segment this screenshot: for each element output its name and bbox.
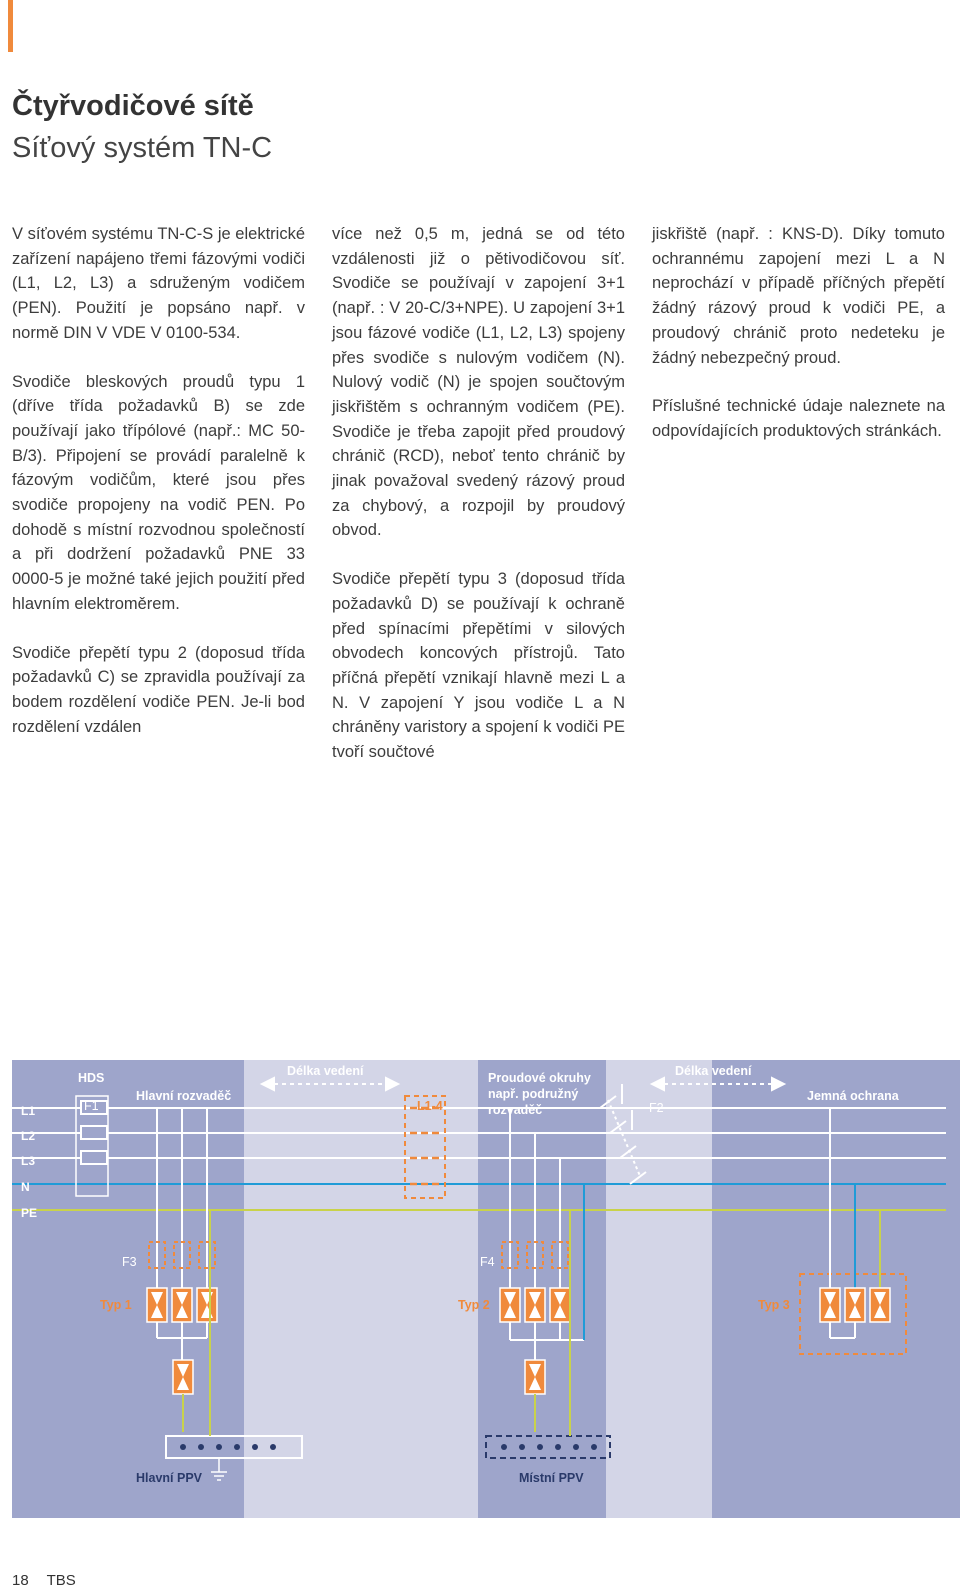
fuse-icon (81, 1151, 107, 1164)
label-type2: Typ 2 (458, 1298, 490, 1312)
terminal-icon (555, 1444, 561, 1450)
terminal-icon (234, 1444, 240, 1450)
brand-label: TBS (46, 1572, 76, 1589)
page-number: 18 (12, 1572, 29, 1589)
label-circuits-1: Proudové okruhy (488, 1071, 591, 1085)
label-f1: F1 (84, 1099, 99, 1113)
zone-cable-length-1 (244, 1060, 478, 1518)
terminal-icon (252, 1444, 258, 1450)
label-l2: L2 (21, 1129, 36, 1143)
label-circuits-3: rozvaděč (488, 1103, 543, 1117)
terminal-icon (180, 1444, 186, 1450)
label-n: N (21, 1180, 30, 1194)
label-f2: F2 (649, 1101, 664, 1115)
tn-c-s-wiring-diagram (12, 1060, 960, 1518)
label-f3: F3 (122, 1255, 137, 1269)
page-title: Čtyřvodičové sítě (12, 90, 254, 122)
terminal-icon (216, 1444, 222, 1450)
page-footer (12, 1572, 90, 1589)
terminal-icon (198, 1444, 204, 1450)
paragraph: více než 0,5 m, jedná se od této vzdálenosti již o pětivodičovou síť. Svodiče se používají v zapojení 3+1 (např. : V 20-C/3+NPE). U zapojení 3+1 jsou fázové vodiče (L1, L2, L3) spojeny přes svodiče s nulovým vodičem (N). Nulový vodič (N) je spojen součtovým jiskřištěm s ochranným vodičem (PE). Svodiče je třeba zapojit před proudový chránič (RCD), neboť tento chránič by jinak považoval svedený rázový proud za chybový, a rozpojil by proudový obvod. (332, 225, 625, 540)
paragraph: Svodiče bleskových proudů typu 1 (dříve třída požadavků B) se zde používají jako třípólové (např.: MC 50-B/3). Připojení se provádí paralelně k fázovým vodičům, které jsou přes svodiče propojeny na vodič PEN. Po dohodě s místní rozvodnou společností a při dodržení požadavků PNE 33 0000-5 je možné také jejich použití před hlavním elektroměrem. (12, 372, 305, 613)
label-main-distribution: Hlavní rozvaděč (136, 1089, 232, 1103)
fuse-icon (81, 1126, 107, 1139)
label-local-ppv: Místní PPV (519, 1471, 584, 1485)
terminal-icon (270, 1444, 276, 1450)
paragraph: Příslušné technické údaje naleznete na odpovídajících produktových stránkách. (652, 397, 945, 440)
text-column-2 (332, 222, 625, 789)
terminal-icon (537, 1444, 543, 1450)
paragraph: Svodiče přepětí typu 2 (doposud třída požadavků C) se zpravidla používají za bodem rozdělení vodiče PEN. Je-li bod rozdělení vzdálen (12, 643, 305, 736)
terminal-icon (501, 1444, 507, 1450)
terminal-icon (573, 1444, 579, 1450)
label-cable-length-1: Délka vedení (287, 1064, 364, 1078)
label-pe: PE (21, 1206, 38, 1220)
label-fine-protection: Jemná ochrana (807, 1089, 899, 1103)
label-circuits-2: např. podružný (488, 1087, 579, 1101)
label-type3: Typ 3 (758, 1298, 790, 1312)
paragraph: V síťovém systému TN-C-S je elektrické zařízení napájeno třemi fázovými vodiči (L1, L2, L3) a sdruženým vodičem (PEN). Použití je popsáno např. v normě DIN V VDE V 0100-534. (12, 225, 305, 342)
paragraph: jiskřiště (např. : KNS-D). Díky tomuto ochrannému zapojení mezi L a N neprochází v případě příčných přepětí žádný rázový proud k vodiči PE, a proudový chránič proto nedeteku je žádný nebezpečný proud. (652, 225, 945, 367)
label-main-ppv: Hlavní PPV (136, 1471, 202, 1485)
zone-cable-length-2 (606, 1060, 712, 1518)
text-column-1 (12, 222, 305, 763)
label-type1: Typ 1 (100, 1298, 132, 1312)
label-f4: F4 (480, 1255, 495, 1269)
accent-bar (8, 0, 13, 52)
paragraph: Svodiče přepětí typu 3 (doposud třída požadavků D) se používají k ochraně před spínacími přepětími v silových obvodech koncových přístrojů. Tato příčná přepětí vznikají hlavně mezi L a N. V zapojení Y jsou vodiče L a N chráněny varistory a spojení k vodiči PE tvoří součtové (332, 570, 625, 762)
label-l3: L3 (21, 1154, 36, 1168)
terminal-icon (591, 1444, 597, 1450)
label-hds: HDS (78, 1071, 105, 1085)
label-l1: L1 (21, 1104, 36, 1118)
terminal-icon (519, 1444, 525, 1450)
label-l1-4: L1-4 (417, 1099, 443, 1113)
page-subtitle: Síťový systém TN-C (12, 132, 273, 164)
label-cable-length-2: Délka vedení (675, 1064, 752, 1078)
text-column-3 (652, 222, 945, 468)
